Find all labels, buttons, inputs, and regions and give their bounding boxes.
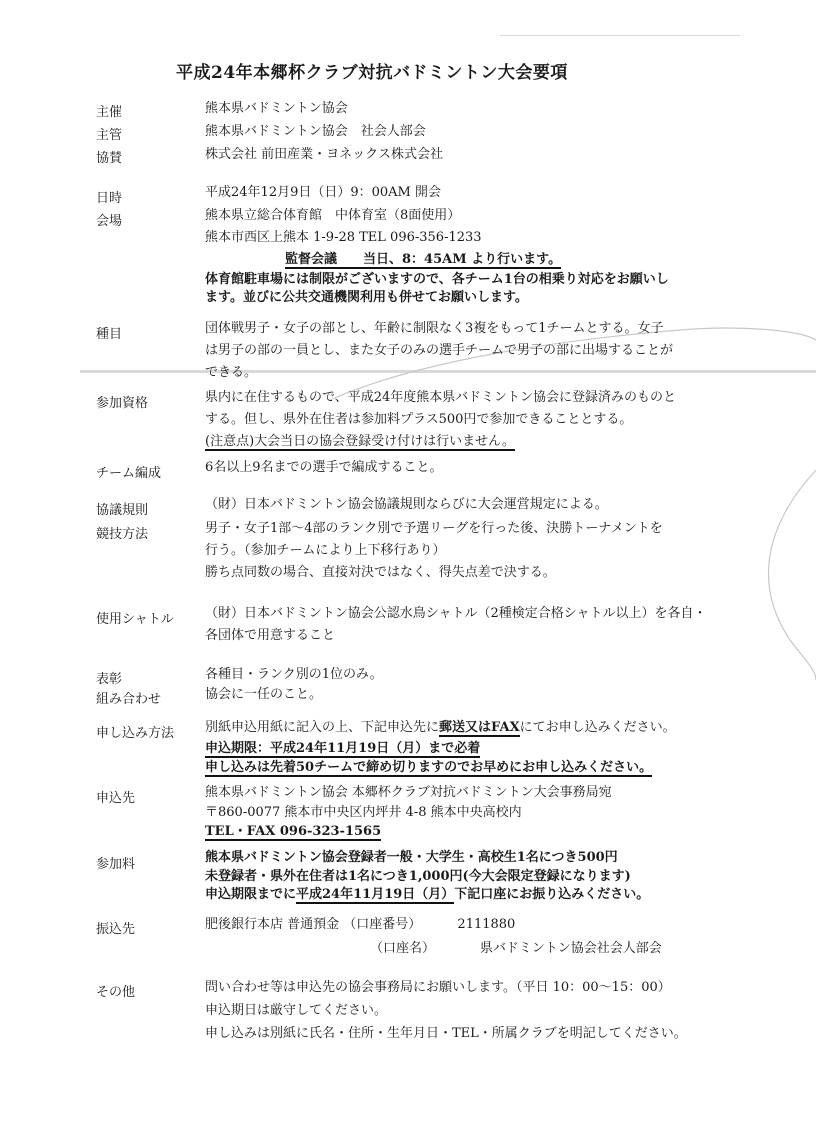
bank-value (205, 913, 735, 961)
bleed-line (500, 35, 740, 36)
events-label: 種目 (96, 327, 123, 342)
apply-limit-notice: 申し込みは先着50チームで締め切りますのでお早めにお申し込みください。 (205, 760, 653, 775)
format-value: 男子・女子1部～4部のランク別で予選リーグを行った後、決勝トーナメントを 行う。（参加チームにより上下移行あり） 勝ち点同数の場合、直接対決ではなく、得失点差で決する。 (205, 521, 663, 580)
shuttle-value: （財）日本バドミントン協会公認水鳥シャトル（2種検定合格シャトル以上）を各自・ 各団体で用意すること (205, 606, 707, 643)
venue-label: 会場 (96, 214, 123, 229)
rules-value: （財）日本バドミントン協会協議規則ならびに大会運営規定による。 (205, 497, 608, 512)
parking-notice-1: 体育館駐車場には制限がございますので、各チーム1台の相乗り対応をお願いし (205, 272, 669, 287)
parking-notice-2: ます。並びに公共交通機関利用も併せてお願いします。 (205, 290, 528, 305)
meeting-notice: 監督会議 当日、8：45AM より行います。 (285, 252, 562, 267)
rules-label: 協議規則 (96, 503, 149, 518)
apply-method-value: 別紙申込用紙に記入の上、下記申込先に郵送又はFAXにてお申し込みください。 申込期限：平成24年11月19日（月）まで必着 申し込みは先着50チームで締め切りますのでお早めにお申し込みください。 (205, 720, 676, 775)
bank-name: 肥後銀行本店 普通預金 (205, 917, 340, 932)
draw-label: 組み合わせ (96, 692, 162, 707)
shuttle-label: 使用シャトル (96, 612, 174, 627)
host-label: 主催 (96, 105, 123, 120)
organizer-label: 主管 (96, 128, 123, 143)
fee-deadline-emphasis: 平成24年11月19日（月） (296, 887, 455, 902)
events-value: 団体戦男子・女子の部とし、年齢に制限なく3複をもって1チームとする。女子 は男子の部の一員とし、また女子のみの選手チームで男子の部に出場することが できる。 (205, 321, 674, 380)
account-number-label: （口座番号） (343, 917, 422, 932)
account-name-label: （口座名） (370, 941, 436, 956)
sponsor-value: 株式会社 前田産業・ヨネックス株式会社 (205, 147, 444, 162)
draw-value: 協会に一任のこと。 (205, 687, 323, 702)
fee-label: 参加料 (96, 857, 136, 872)
apply-to-value: 熊本県バドミントン協会 本郷杯クラブ対抗バドミントン大会事務局宛 〒860-0077 熊本市中央区内坪井 4-8 熊本中央高校内 TEL・FAX 096-323-1565 (205, 785, 612, 839)
mail-or-fax-emphasis: 郵送又はFAX (439, 720, 520, 735)
fee-value: 熊本県バドミントン協会登録者一般・大学生・高校生1名につき500円 未登録者・県外在住者は1名につき1,000円(今大会限定登録になります) 申込期限までに平成24年11月19日（月）下記口座にお振り込みください。 (205, 850, 650, 902)
date-label: 日時 (96, 191, 123, 206)
other-value: 問い合わせ等は申込先の協会事務局にお願いします。（平日 10：00～15：00） 申込期日は厳守してください。 申し込みは別紙に氏名・住所・生年月日・TEL・所属クラブを明記してください。 (205, 980, 687, 1041)
account-name: 県バドミントン協会社会人部会 (480, 941, 662, 956)
eligibility-label: 参加資格 (96, 396, 149, 411)
team-value: 6名以上9名までの選手で編成すること。 (205, 460, 443, 475)
apply-to-label: 申込先 (96, 791, 136, 806)
page-title: 平成24年本郷杯クラブ対抗バドミントン大会要項 (176, 63, 568, 83)
team-label: チーム編成 (96, 466, 162, 481)
format-label: 競技方法 (96, 527, 149, 542)
organizer-value: 熊本県バドミントン協会 社会人部会 (205, 124, 426, 139)
other-label: その他 (96, 985, 136, 1000)
account-number: 2111880 (457, 917, 516, 932)
apply-method-label: 申し込み方法 (96, 726, 175, 741)
venue-value: 熊本県立総合体育館 中体育室（8面使用） 熊本市西区上熊本 1-9-28 TEL 096-356-1233 監督会議 当日、8：45AM より行います。 体育館駐車場には制限がございますので、各チーム1台の相乗り対応をお願いし ます。並びに公共交通機関利用も併せてお願いします。 (205, 205, 735, 307)
awards-label: 表彰 (96, 672, 123, 687)
apply-deadline: 申込期限：平成24年11月19日（月）まで必着 (205, 741, 481, 756)
host-value: 熊本県バドミントン協会 (205, 101, 348, 116)
date-value: 平成24年12月9日（日）9：00AM 開会 (205, 185, 441, 200)
eligibility-note: (注意点)大会当日の協会登録受け付けは行いません。 (205, 434, 515, 449)
bank-label: 振込先 (96, 922, 136, 937)
apply-tel-fax: TEL・FAX 096-323-1565 (205, 824, 382, 839)
sponsor-label: 協賛 (96, 151, 123, 166)
awards-value: 各種目・ランク別の1位のみ。 (205, 667, 383, 682)
eligibility-value: 県内に在住するもので、平成24年度熊本県バドミントン協会に登録済みのものと する。但し、県外在住者は参加料プラス500円で参加できることとする。 (注意点)大会当日の協会登録受け付けは行いません。 (205, 390, 677, 449)
